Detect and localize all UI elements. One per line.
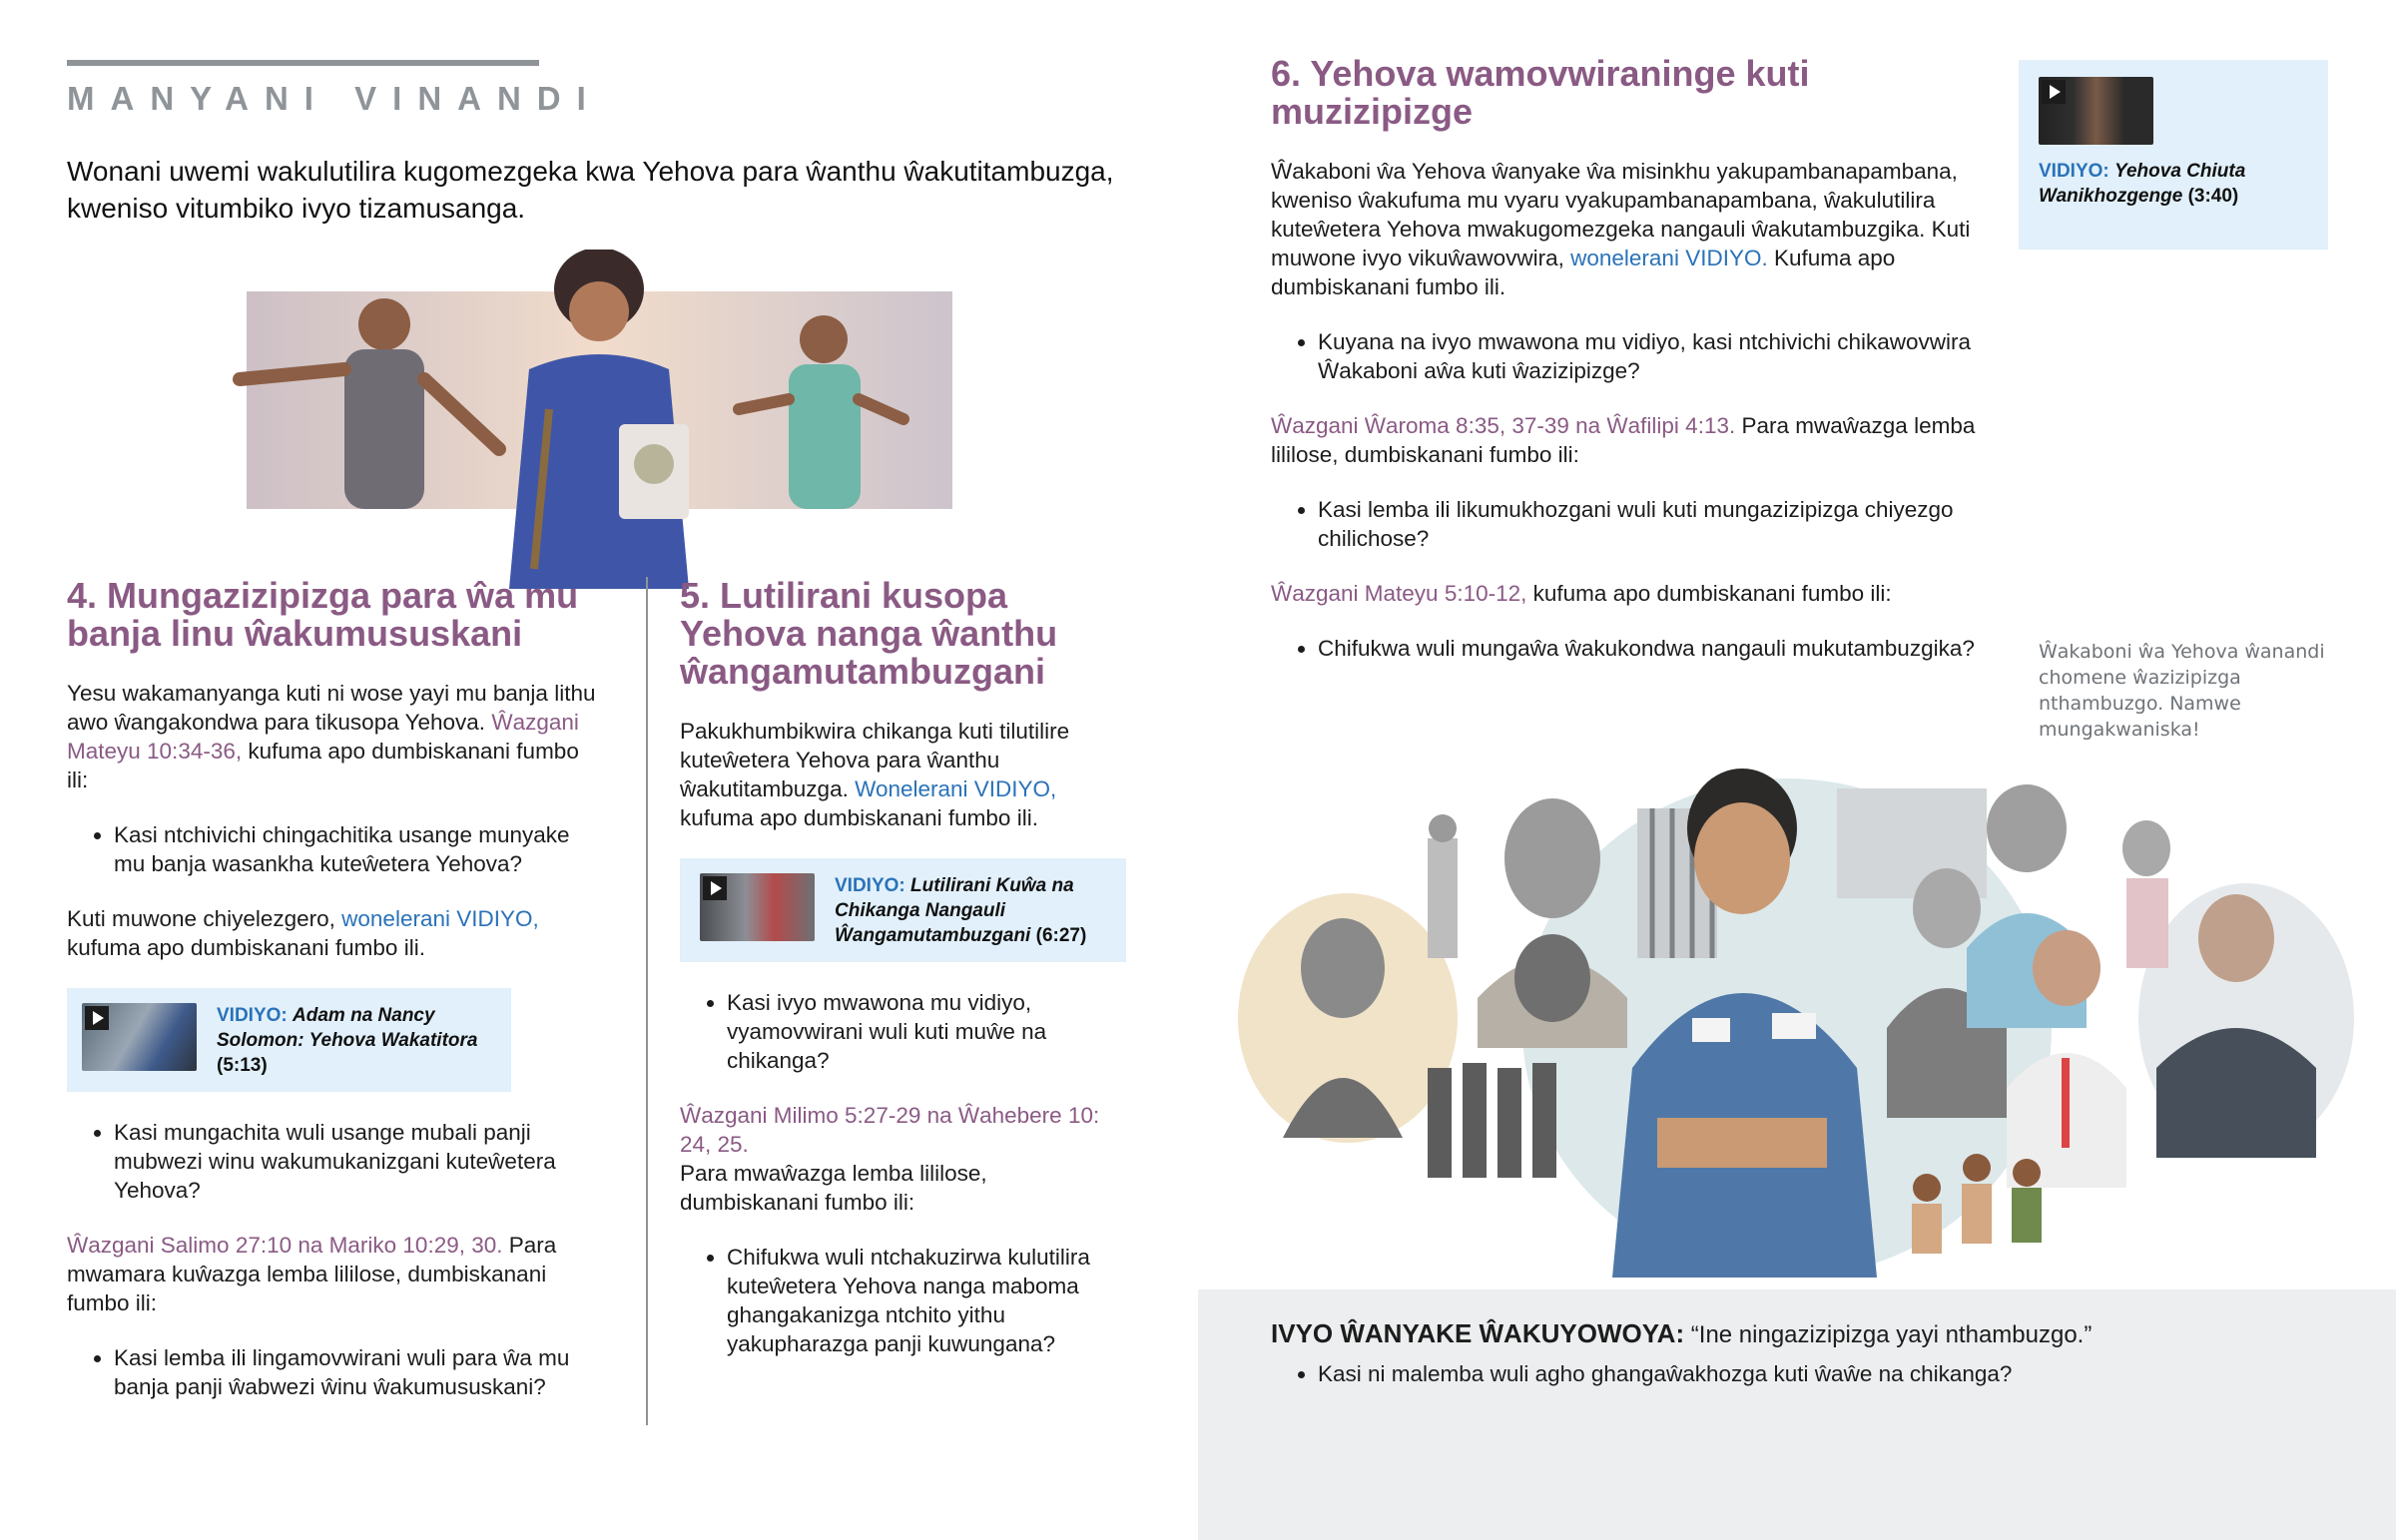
question-item: • Kasi lemba ili likumukhozgani wuli kuti mungazizipizga chiyezgo chilichose? [1318, 495, 1990, 553]
scripture-link-mateyu-10[interactable]: Ŵazgani Mateyu 10:34-36, [67, 710, 579, 764]
video-thumbnail[interactable] [82, 1003, 197, 1071]
question-item: • Kuyana na ivyo mwawona mu vidiyo, kasi ntchivichi chikawovwira Ŵakaboni aŵa kuti ŵazizipizge? [1318, 327, 1990, 385]
play-icon[interactable] [85, 1006, 109, 1030]
section-4-paragraph-1: Yesu wakamanyanga kuti ni wose yayi mu banja lithu awo ŵangakondwa para tikusopa Yehova. Ŵazgani Mateyu 10:34-36, kufuma apo dumbiskanani fumbo ili: [67, 681, 596, 792]
video-thumbnail[interactable] [700, 873, 815, 941]
scripture-link-mateyu-5[interactable]: Ŵazgani Mateyu 5:10-12, [1271, 581, 1527, 606]
top-rule [67, 60, 539, 66]
question-item: • Kasi ntchivichi chingachitika usange munyake mu banja wasankha kuteŵetera Yehova? [114, 820, 606, 878]
question-item: • Kasi ni malemba wuli agho ghangaŵakhozga kuti ŵaŵe na chikanga? [1318, 1359, 2349, 1388]
section-4 [67, 577, 606, 1427]
video-link[interactable]: wonelerani VIDIYO, [341, 906, 539, 931]
section-6-paragraph-1: Ŵakaboni ŵa Yehova ŵanyake ŵa misinkhu yakupambanapambana, kweniso ŵakufuma mu vyaru vyakupambanapambana, ŵakulutilira kuteŵetera Yehova mwakugomezgeka nangauli ŵakutambuzgika. Kuti muwone ivyo vikuŵawovwira, wonelerani VIDIYO. Kufuma apo dumbiskanani fumbo ili. [1271, 159, 1971, 299]
video-link[interactable]: Wonelerani VIDIYO, [855, 776, 1057, 801]
section-6 [1271, 55, 1990, 689]
play-icon[interactable] [703, 876, 727, 900]
section-4-paragraph-3: Ŵazgani Salimo 27:10 na Mariko 10:29, 30. Para mwamara kuŵazga lemba lililose, dumbiskanani fumbo ili: [67, 1233, 557, 1315]
section-4-paragraph-2: Kuti muwone chiyelezgero, wonelerani VIDIYO, kufuma apo dumbiskanani fumbo ili. [67, 906, 539, 960]
question-list [1271, 327, 1990, 385]
video-caption: VIDIYO: Adam na Nancy Solomon: Yehova Wakatitora (5:13) [217, 1005, 478, 1076]
question-item: • Kasi lemba ili lingamovwirani wuli para ŵa mu banja panji ŵabwezi ŵinu ŵakumususkani? [114, 1343, 606, 1401]
question-item: • Kasi mungachita wuli usange mubali panji mubwezi winu wakumukanizgani kuteŵetera Yehova? [114, 1118, 606, 1205]
video-card-adam-nancy[interactable] [67, 988, 511, 1092]
play-icon[interactable] [2042, 80, 2066, 104]
section-6-paragraph-3: Ŵazgani Mateyu 5:10-12, kufuma apo dumbiskanani fumbo ili: [1271, 581, 1892, 606]
section-4-title: 4. Mungazizipizga para ŵa mu banja linu ŵakumususkani [67, 575, 579, 654]
section-5-paragraph-1: Pakukhumbikwira chikanga kuti tilutilire kuteŵetera Yehova para ŵanthu ŵakutitambuzga. Wonelerani VIDIYO, kufuma apo dumbiskanani fumbo ili. [680, 719, 1070, 830]
video-caption: VIDIYO: Yehova Chiuta Wanikhozgenge (3:40) [2039, 161, 2246, 207]
intro-text: Wonani uwemi wakulutilira kugomezgeka kwa Yehova para ŵanthu ŵakutitambuzga, kweniso vitumbiko ivyo tizamusanga. [67, 156, 1114, 224]
scripture-link-salimo-27[interactable]: Ŵazgani Salimo 27:10 na Mariko 10:29, 30. [67, 1233, 503, 1258]
question-item: • Chifukwa wuli mungaŵa ŵakukondwa nangauli mukutambuzgika? [1318, 634, 1990, 663]
witnesses-collage-illustration [1228, 769, 2356, 1278]
question-list [1271, 1359, 2349, 1388]
section-label: MANYANI VINANDI [67, 80, 602, 117]
section-6-title: 6. Yehova wamovwiraninge kuti muzizipizge [1271, 53, 1810, 132]
video-link[interactable]: wonelerani VIDIYO. [1570, 246, 1768, 270]
question-list [67, 1343, 606, 1401]
question-list [1271, 634, 1990, 663]
video-card-yehova-chiuta[interactable] [2019, 60, 2328, 250]
question-item: • Kasi ivyo mwawona mu vidiyo, vyamovwirani wuli kuti muŵe na chikanga? [727, 988, 1126, 1075]
question-list [67, 1118, 606, 1205]
question-list [1271, 495, 1990, 553]
scripture-link-milimo-5[interactable]: Ŵazgani Milimo 5:27-29 na Ŵahebere 10: 24, 25. [680, 1103, 1100, 1157]
question-list [67, 820, 606, 878]
question-list [680, 1243, 1126, 1358]
section-5 [680, 577, 1126, 1384]
illustration-caption: Ŵakaboni ŵa Yehova ŵanandi chomene ŵazizipizga nthambuzgo. Namwe mungakwaniska! [2039, 641, 2325, 741]
video-card-lutilirani[interactable] [680, 858, 1126, 962]
hero-illustration [220, 250, 958, 589]
video-caption: VIDIYO: Lutilirani Kuŵa na Chikanga Nangauli Ŵangamutambuzgani (6:27) [835, 875, 1087, 946]
question-item: • Chifukwa wuli ntchakuzirwa kulutilira kuteŵetera Yehova nanga maboma ghangakanizga ntchito yithu yakupharazga panji kuwungana? [727, 1243, 1126, 1358]
quote-section [1271, 1317, 2349, 1388]
scripture-link-waroma-8[interactable]: Ŵazgani Ŵaroma 8:35, 37-39 na Ŵafilipi 4:13. [1271, 413, 1736, 438]
column-divider [646, 577, 648, 1425]
section-6-paragraph-2: Ŵazgani Ŵaroma 8:35, 37-39 na Ŵafilipi 4:13. Para mwaŵazga lemba lililose, dumbiskanani fumbo ili: [1271, 413, 1976, 467]
question-list [680, 988, 1126, 1075]
quote-text: “Ine ningazizipizga yayi nthambuzgo.” [1690, 1321, 2093, 1348]
quote-heading: IVYO ŴANYAKE ŴAKUYOWOYA: [1271, 1318, 1685, 1348]
section-5-paragraph-2: Ŵazgani Milimo 5:27-29 na Ŵahebere 10: 24, 25. Para mwaŵazga lemba lililose, dumbiskanani fumbo ili: [680, 1103, 1100, 1215]
video-thumbnail[interactable] [2039, 77, 2153, 145]
section-5-title: 5. Lutilirani kusopa Yehova nanga ŵanthu ŵangamutambuzgani [680, 575, 1058, 692]
